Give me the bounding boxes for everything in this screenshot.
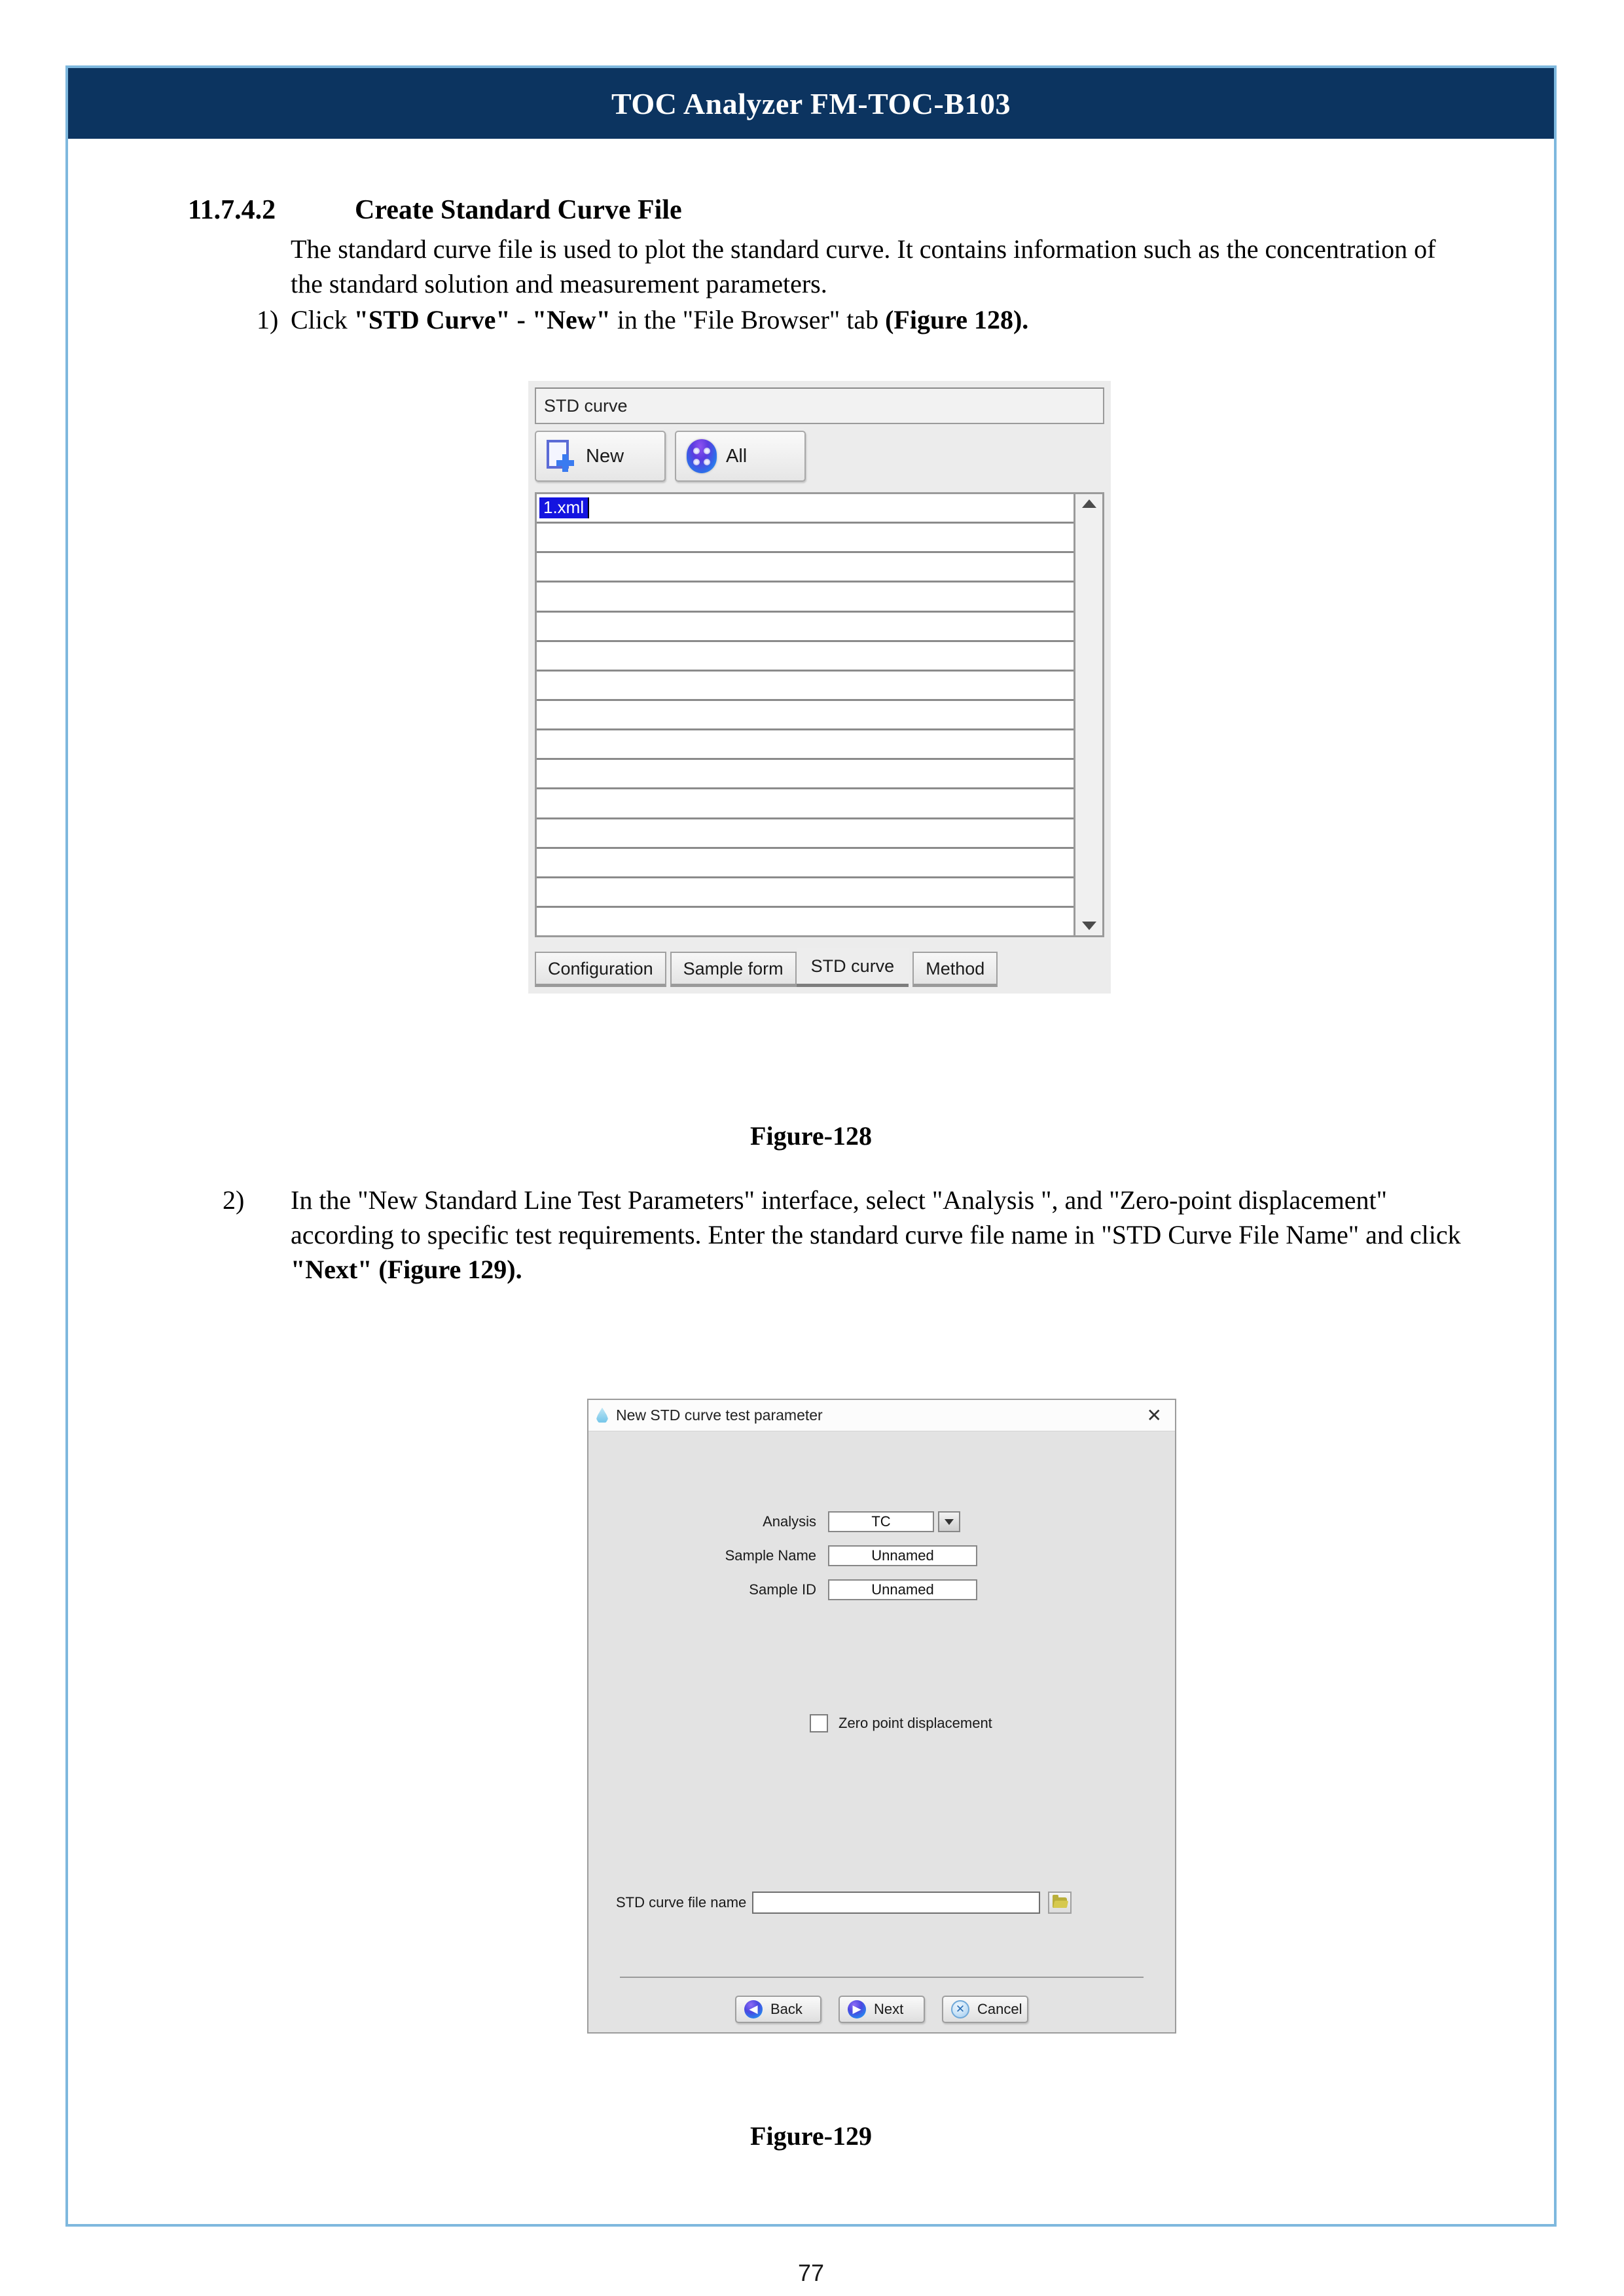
zero-point-displacement-row [810, 1714, 992, 1732]
list-item[interactable] [537, 908, 1074, 935]
water-drop-icon [596, 1408, 608, 1424]
section-number: 11.7.4.2 [188, 195, 276, 225]
dialog-footer-buttons [588, 1996, 1175, 2023]
back-button[interactable] [735, 1996, 821, 2023]
step-2-text-a: In the "New Standard Line Test Parameters" interface, select "Analysis ", and "Zero-point displacement" according to specific test requirements. Enter the standard curve file name in "STD Curve File Name" and click [291, 1185, 1461, 1250]
file-list-rows [537, 494, 1074, 935]
step-2-bold-a: "Next" (Figure 129). [291, 1255, 522, 1285]
sample-id-input[interactable]: Unnamed [828, 1579, 977, 1600]
step-1 [257, 302, 1468, 337]
file-browser-title-text: STD curve [544, 395, 628, 416]
step-1-text-b: in the "File Browser" tab [610, 305, 886, 334]
list-item[interactable] [537, 553, 1074, 583]
list-item[interactable] [537, 494, 1074, 524]
dialog-separator [620, 1977, 1144, 1978]
figure-128-caption: Figure-128 [750, 1121, 872, 1151]
std-curve-file-name-row [616, 1892, 1072, 1914]
dialog-body [588, 1431, 1175, 2034]
field-analysis [713, 1510, 960, 1534]
section-title: Create Standard Curve File [355, 195, 682, 225]
analysis-select[interactable]: TC [828, 1511, 934, 1532]
tab-method-label: Method [926, 959, 985, 978]
file-browser-toolbar [535, 431, 1104, 484]
zero-point-displacement-label: Zero point displacement [839, 1715, 992, 1731]
list-item[interactable] [537, 878, 1074, 908]
tab-configuration[interactable] [535, 952, 666, 987]
field-analysis-label: Analysis [763, 1513, 816, 1530]
field-sample-id [713, 1578, 977, 1602]
list-item[interactable] [537, 672, 1074, 701]
new-button[interactable] [535, 431, 666, 482]
tab-configuration-label: Configuration [548, 959, 653, 978]
tab-std-curve[interactable] [797, 946, 909, 987]
chevron-down-icon[interactable] [938, 1511, 960, 1532]
figure-129-caption: Figure-129 [750, 2121, 872, 2151]
file-browser-tabs [535, 946, 1104, 987]
list-item[interactable] [537, 583, 1074, 612]
all-button[interactable] [675, 431, 806, 482]
close-icon[interactable]: ✕ [1146, 1404, 1162, 1426]
field-sample-name-label: Sample Name [725, 1547, 816, 1564]
tab-std-curve-label: STD curve [810, 956, 895, 976]
next-button[interactable] [839, 1996, 925, 2023]
list-item[interactable] [537, 760, 1074, 789]
cancel-button-label: Cancel [977, 2001, 1022, 2017]
document-header-bar [68, 68, 1554, 139]
list-item[interactable] [537, 642, 1074, 672]
file-list[interactable] [535, 492, 1104, 937]
chevron-down-icon[interactable] [1082, 922, 1096, 930]
step-2-marker: 2) [223, 1185, 245, 1215]
document-title: TOC Analyzer FM-TOC-B103 [611, 86, 1011, 120]
step-1-bold-a: "STD Curve" - "New" [353, 305, 611, 334]
list-item-label: 1.xml [539, 497, 589, 519]
list-item[interactable] [537, 613, 1074, 642]
section-heading [188, 194, 682, 226]
field-sample-name [713, 1544, 977, 1568]
file-browser-title-field [535, 387, 1104, 424]
field-sample-id-label: Sample ID [749, 1581, 816, 1598]
next-button-label: Next [874, 2001, 904, 2017]
dialog-title: New STD curve test parameter [616, 1407, 823, 1424]
step-1-text-a: Click [291, 305, 354, 334]
all-files-icon [687, 439, 717, 473]
std-curve-file-name-label: STD curve file name [616, 1894, 747, 1910]
std-curve-file-name-input[interactable] [752, 1892, 1040, 1914]
new-file-icon [547, 440, 577, 473]
dialog-title-bar [588, 1400, 1175, 1431]
tab-method[interactable] [912, 952, 998, 987]
folder-icon [1053, 1897, 1067, 1908]
step-1-bold-b: (Figure 128). [885, 305, 1029, 334]
arrow-left-icon: ◀ [744, 2000, 763, 2018]
all-button-label: All [726, 445, 748, 467]
figure-128-file-browser [528, 381, 1111, 994]
cancel-button[interactable] [942, 1996, 1028, 2023]
file-list-scrollbar[interactable] [1074, 494, 1102, 935]
back-button-label: Back [770, 2001, 803, 2017]
zero-point-displacement-checkbox[interactable] [810, 1714, 828, 1732]
section-intro-paragraph: The standard curve file is used to plot the standard curve. It contains information such as the concentration of the standard solution and measurement parameters. [291, 234, 1436, 299]
list-item[interactable] [537, 819, 1074, 849]
chevron-up-icon[interactable] [1082, 499, 1096, 508]
list-item[interactable] [537, 730, 1074, 760]
step-1-marker: 1) [257, 305, 279, 334]
new-button-label: New [586, 445, 624, 467]
list-item[interactable] [537, 849, 1074, 878]
arrow-right-icon: ▶ [848, 2000, 866, 2018]
list-item[interactable] [537, 789, 1074, 819]
figure-129-dialog [587, 1399, 1176, 2034]
close-circle-icon: ✕ [951, 2000, 969, 2018]
page-number: 77 [797, 2259, 825, 2286]
page-content [68, 139, 1554, 2286]
browse-button[interactable] [1048, 1892, 1072, 1914]
tab-sample-form-label: Sample form [683, 959, 784, 978]
step-2 [223, 1183, 1464, 1287]
tab-sample-form[interactable] [670, 952, 797, 987]
list-item[interactable] [537, 701, 1074, 730]
sample-name-input[interactable]: Unnamed [828, 1545, 977, 1566]
list-item[interactable] [537, 524, 1074, 553]
